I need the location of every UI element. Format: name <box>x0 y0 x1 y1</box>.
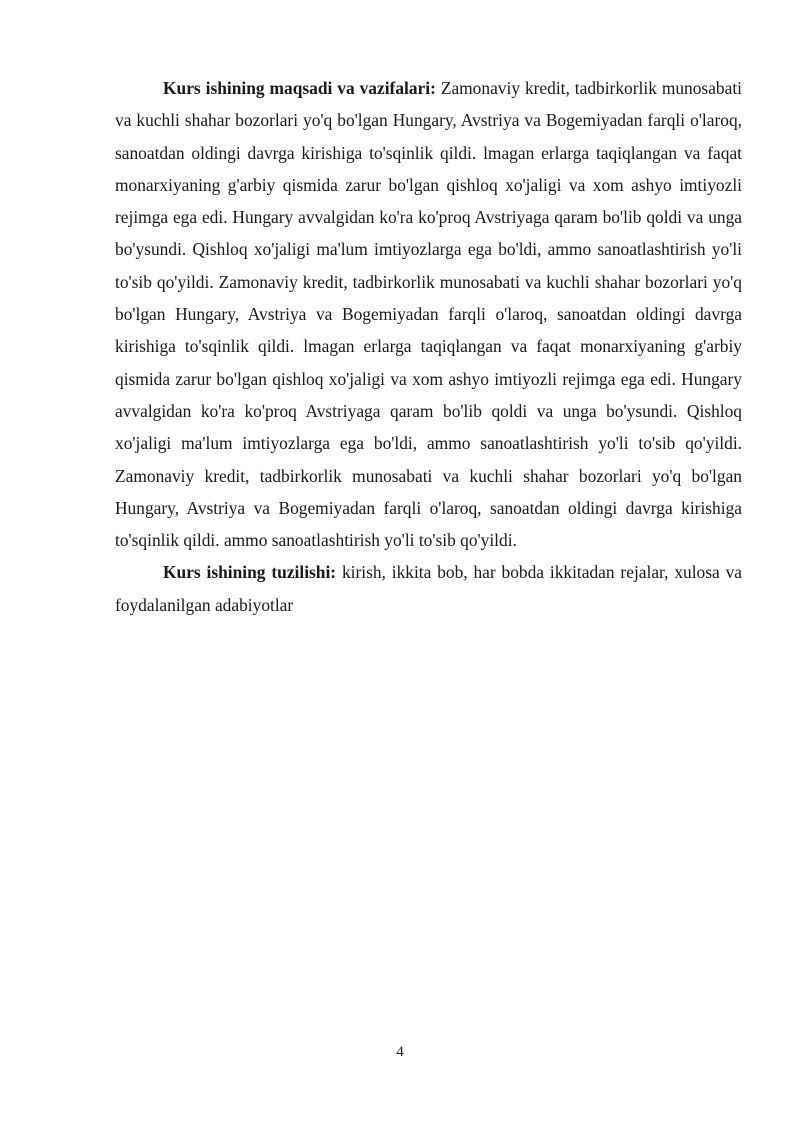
body-text <box>115 72 742 621</box>
paragraph-body: Zamonaviy kredit, tadbirkorlik munosabati va kuchli shahar bozorlari yo'q bo'lgan Hungary, Avstriya va Bogemiyadan farqli o'laroq, sanoatdan oldingi davrga kirishiga to'sqinlik qildi. lmagan erlarga taqiqlangan va faqat monarxiyaning g'arbiy qismida zarur bo'lgan qishloq xo'jaligi va xom ashyo imtiyozli rejimga ega edi. Hungary avvalgidan ko'ra ko'proq Avstriyaga qaram bo'lib qoldi va unga bo'ysundi. Qishloq xo'jaligi ma'lum imtiyozlarga ega bo'ldi, ammo sanoatlashtirish yo'li to'sib qo'yildi. Zamonaviy kredit, tadbirkorlik munosabati va kuchli shahar bozorlari yo'q bo'lgan Hungary, Avstriya va Bogemiyadan farqli o'laroq, sanoatdan oldingi davrga kirishiga to'sqinlik qildi. lmagan erlarga taqiqlangan va faqat monarxiyaning g'arbiy qismida zarur bo'lgan qishloq xo'jaligi va xom ashyo imtiyozli rejimga ega edi. Hungary avvalgidan ko'ra ko'proq Avstriyaga qaram bo'lib qoldi va unga bo'ysundi. Qishloq xo'jaligi ma'lum imtiyozlarga ega bo'ldi, ammo sanoatlashtirish yo'li to'sib qo'yildi. Zamonaviy kredit, tadbirkorlik munosabati va kuchli shahar bozorlari yo'q bo'lgan Hungary, Avstriya va Bogemiyadan farqli o'laroq, sanoatdan oldingi davrga kirishiga to'sqinlik qildi. ammo sanoatlashtirish yo'li to'sib qo'yildi. <box>115 78 742 551</box>
paragraph-structure <box>115 556 742 621</box>
page-number: 4 <box>396 1044 404 1060</box>
paragraph-body: kirish, ikkita bob, har bobda ikkitadan rejalar, xulosa va foydalanilgan adabiyotlar <box>115 562 742 615</box>
paragraph-goals <box>115 72 742 556</box>
paragraph-heading: Kurs ishining tuzilishi: <box>163 562 337 583</box>
paragraph-heading: Kurs ishining maqsadi va vazifalari: <box>163 78 436 98</box>
